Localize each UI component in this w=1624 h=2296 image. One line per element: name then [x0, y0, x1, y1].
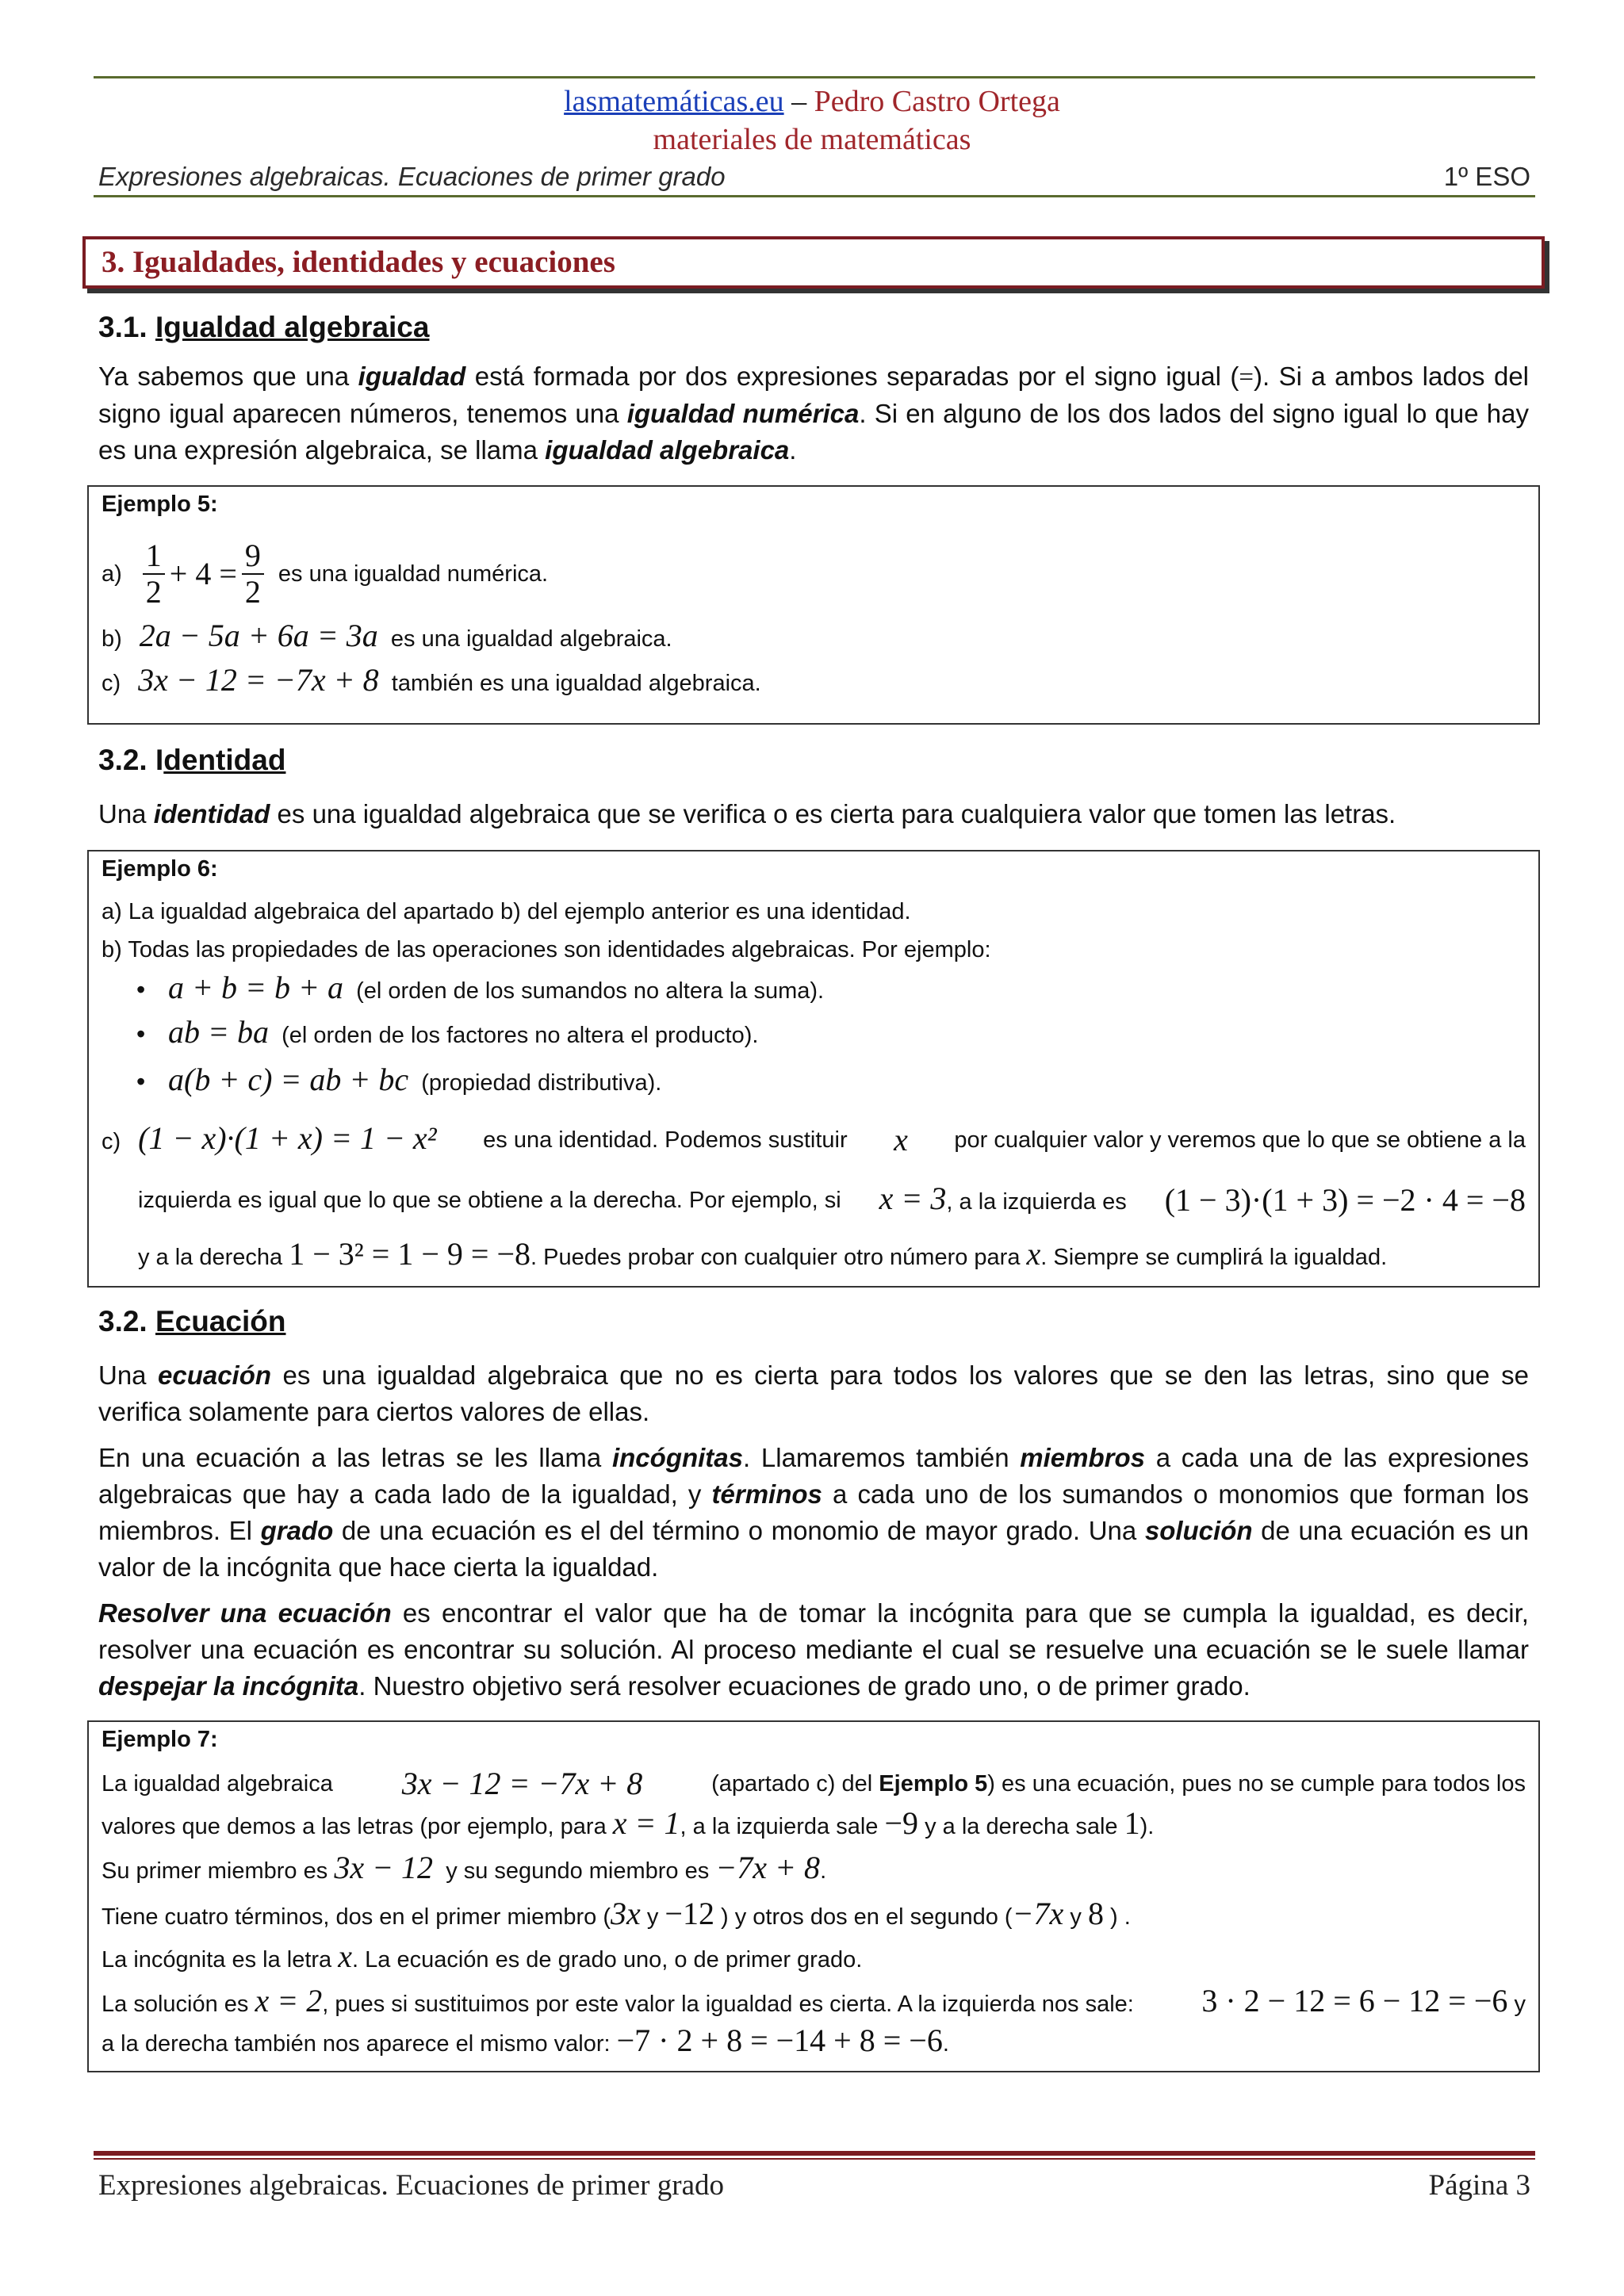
paragraph-ecuacion-1: [98, 1357, 1529, 1430]
heading-3-1-title: Igualdad algebraica: [155, 311, 430, 343]
term-grado: grado: [260, 1516, 334, 1545]
item-text: izquierda es igual que lo que se obtiene a la derecha. Por ejemplo, si: [138, 1188, 841, 1213]
example-5-item-c: [102, 664, 761, 699]
text: a cada una de las expresiones algebraicas que hay a cada lado de la igualdad, y: [98, 1443, 1530, 1509]
header-bottom-rule: [94, 195, 1535, 197]
text: . Nuestro objetivo será resolver ecuaciones de grado uno, o de primer grado.: [358, 1671, 1251, 1701]
heading-num: 3.2.: [98, 744, 155, 776]
bullet-icon: •: [136, 1020, 146, 1048]
text: y: [1070, 1904, 1082, 1930]
math-expression: 3x − 12: [334, 1850, 434, 1885]
math-expression: ab = ba: [168, 1014, 269, 1050]
item-text: también es una igualdad algebraica.: [391, 671, 761, 696]
math-expression: x = 3: [879, 1181, 947, 1216]
example-7-line-2: [102, 1805, 1155, 1843]
example-6-bullet-1: [136, 972, 824, 1007]
paragraph-ecuacion-3: [98, 1595, 1529, 1705]
item-text: (el orden de los sumandos no altera la suma).: [356, 978, 825, 1004]
text: .: [942, 2031, 949, 2057]
fraction-1-2: [143, 538, 165, 610]
term-resolver-ecuacion: Resolver una ecuación: [98, 1598, 392, 1628]
heading-title: dentidad: [163, 744, 286, 776]
example-5-box: [87, 485, 1540, 725]
text: ).: [1139, 1814, 1155, 1839]
text: La igualdad algebraica: [102, 1771, 333, 1797]
text: es una igualdad algebraica que se verifica o es cierta para cualquiera valor que tomen las letras.: [270, 799, 1396, 828]
term-solucion: solución: [1144, 1516, 1253, 1545]
example-7-line-1: [102, 1768, 1526, 1800]
term-miembros: miembros: [1020, 1443, 1145, 1472]
text: es encontrar el valor que ha de tomar la incógnita para que se cumpla la igualdad, es decir, resolver una ecuación es encontrar su solución. Al proceso mediante el cual se resuelve una ecuación se le suele llamar: [98, 1598, 1529, 1664]
example-6-item-b: b) Todas las propiedades de las operaciones son identidades algebraicas. Por ejemplo:: [102, 937, 991, 962]
text: La solución es: [102, 1992, 249, 2017]
text: . Si en alguno de los dos lados del signo igual lo que hay es una expresión algebraica, se llama: [98, 399, 1530, 465]
text: , pues si sustituimos por este valor la igualdad es cierta. A la izquierda nos sale:: [322, 1992, 1134, 2017]
text: ) y otros dos en el segundo (: [721, 1904, 1013, 1930]
text: y a la derecha sale: [925, 1814, 1118, 1839]
text: a la derecha también nos aparece el mismo valor:: [102, 2031, 611, 2057]
text: .: [820, 1858, 827, 1884]
example-5-item-b: [102, 620, 672, 655]
example-5-item-a: [102, 534, 548, 614]
header-dash: –: [783, 85, 814, 118]
math-expression: −7 · 2 + 8 = −14 + 8 = −6: [616, 2022, 943, 2058]
math-expression: + 4 =: [169, 556, 237, 591]
bullet-icon: •: [136, 1067, 146, 1096]
example-7-title: Ejemplo 7:: [102, 1727, 218, 1752]
text: a cada uno de los sumandos o monomios que forman los miembros. El: [98, 1479, 1529, 1545]
text: En una ecuación a las letras se les llama: [98, 1443, 612, 1472]
math-expression: 3x − 12 = −7x + 8: [138, 662, 379, 698]
example-6-item-c-line2: [138, 1183, 1526, 1218]
term-incognitas: incógnitas: [611, 1443, 744, 1472]
example-7-line-3: [102, 1852, 826, 1887]
text: , a la izquierda sale: [680, 1814, 879, 1839]
paragraph-ecuacion-2: [98, 1440, 1529, 1586]
header-top-rule: [94, 76, 1535, 78]
term-terminos: términos: [711, 1479, 822, 1509]
math-expression: x = 2: [255, 1983, 323, 2019]
text: Ya sabemos que una: [98, 362, 358, 391]
item-text: es una igualdad numérica.: [278, 561, 549, 587]
heading-title-first: I: [155, 744, 164, 776]
denominator: 2: [244, 574, 261, 610]
text: es una igualdad algebraica que no es cierta para todos los valores que se den las letras, sino que se verifica solamente para ciertos valores de ellas.: [98, 1360, 1529, 1426]
example-reference: Ejemplo 5: [879, 1771, 988, 1797]
paragraph-3-1: [98, 358, 1529, 469]
item-text: (el orden de los factores no altera el producto).: [282, 1023, 759, 1048]
term-igualdad-numerica: igualdad numérica: [626, 399, 860, 428]
footer-rule-thick: [94, 2151, 1535, 2156]
numerator: 1: [143, 538, 165, 575]
text: ). Si a ambos lados del signo igual aparecen números, tenemos una: [98, 362, 1530, 428]
example-6-bullet-2: [136, 1016, 758, 1051]
example-6-title: Ejemplo 6:: [102, 856, 218, 882]
text: (apartado c) del: [711, 1771, 873, 1797]
item-c-start: [102, 1120, 437, 1158]
text: está formada por dos expresiones separadas por el signo igual (: [465, 362, 1239, 391]
heading-3-2-ecuacion: [98, 1305, 286, 1338]
math-expression: 1: [1124, 1805, 1140, 1841]
item-label: c): [102, 671, 121, 696]
footer-page-number: Página 3: [1428, 2169, 1530, 2202]
text: y su segundo miembro es: [446, 1858, 710, 1884]
math-expression: −7x + 8: [715, 1850, 821, 1885]
term-identidad: identidad: [153, 799, 270, 828]
fraction-9-2: [242, 538, 264, 610]
example-7-line-7: [102, 2022, 949, 2060]
math-expression: 2a − 5a + 6a = 3a: [139, 618, 378, 653]
item-text: , a la izquierda es: [946, 1189, 1127, 1215]
math-variable: x: [338, 1938, 353, 1974]
math-expression: 1 − 3² = 1 − 9 = −8: [289, 1236, 531, 1272]
term-igualdad-algebraica: igualdad algebraica: [545, 435, 790, 465]
site-link[interactable]: lasmatemáticas.eu: [564, 85, 784, 118]
math-expression: (1 − x)·(1 + x) = 1 − x²: [138, 1120, 437, 1156]
math-expression: −7x: [1012, 1896, 1064, 1931]
text: La incógnita es la letra: [102, 1947, 332, 1973]
example-7-line-4: [102, 1898, 1131, 1933]
math-variable: x: [894, 1122, 908, 1158]
heading-3-1-num: 3.1.: [98, 311, 155, 343]
item-text: y a la derecha: [138, 1245, 283, 1270]
bullet-icon: •: [136, 975, 146, 1004]
text: . Llamaremos también: [743, 1443, 1021, 1472]
example-7-line-6: [102, 1985, 1526, 2020]
heading-3-1: [98, 311, 429, 344]
math-expression: −9: [884, 1805, 919, 1841]
item-text: . Puedes probar con cualquier otro número para: [530, 1245, 1021, 1270]
text: y: [646, 1904, 659, 1930]
item-text: . Siempre se cumplirá la igualdad.: [1040, 1245, 1388, 1270]
example-6-bullet-3: [136, 1064, 661, 1099]
header-level: 1º ESO: [1443, 162, 1530, 191]
text: Su primer miembro es: [102, 1858, 328, 1884]
math-expression: −12: [665, 1896, 714, 1931]
text: . La ecuación es de grado uno, o de primer grado.: [352, 1947, 863, 1973]
section-title-box: [82, 236, 1545, 289]
author-name: Pedro Castro Ortega: [814, 85, 1060, 118]
math-expression: (1 − 3)·(1 + 3) = −2 · 4 = −8: [1164, 1182, 1526, 1218]
item-text: es una identidad. Podemos sustituir: [483, 1127, 848, 1153]
math-expression: 3x − 12 = −7x + 8: [401, 1766, 643, 1801]
heading-title: Ecuación: [155, 1305, 286, 1337]
example-7-line-5: [102, 1938, 863, 1976]
item-text: es una igualdad algebraica.: [390, 626, 672, 652]
text: Una: [98, 1360, 158, 1390]
text: ) es una ecuación, pues no se cumple para todos los: [987, 1771, 1526, 1797]
paragraph-identidad: [98, 796, 1529, 832]
header-course-title: Expresiones algebraicas. Ecuaciones de primer grado: [98, 162, 726, 191]
denominator: 2: [145, 574, 162, 610]
example-6-item-c-line1: [102, 1120, 1526, 1158]
text: .: [789, 435, 797, 465]
item-text: por cualquier valor y veremos que lo que se obtiene a la: [954, 1127, 1526, 1153]
text: Tiene cuatro términos, dos en el primer miembro (: [102, 1904, 611, 1930]
item-label: b): [102, 626, 122, 652]
header-site-line: [0, 84, 1624, 119]
footer-rule-thin: [94, 2158, 1535, 2160]
heading-3-2-identidad: [98, 744, 285, 777]
math-expression: 3x: [611, 1896, 641, 1931]
math-expression: x = 1: [612, 1805, 680, 1841]
item-label: a): [102, 561, 122, 587]
example-6-item-c-line3: [138, 1238, 1387, 1273]
math-variable: x: [1026, 1236, 1041, 1272]
text: valores que demos a las letras (por ejemplo, para: [102, 1814, 607, 1839]
heading-num: 3.2.: [98, 1305, 155, 1337]
item-text: (propiedad distributiva).: [421, 1070, 662, 1096]
text: Una: [98, 799, 154, 828]
example-6-item-a: a) La igualdad algebraica del apartado b) del ejemplo anterior es una identidad.: [102, 899, 911, 924]
item-label: c): [102, 1129, 121, 1154]
math-expression: 3 · 2 − 12 = 6 − 12 = −6: [1201, 1983, 1508, 2019]
term-igualdad: igualdad: [358, 362, 466, 391]
example-5-title: Ejemplo 5:: [102, 492, 218, 517]
numerator: 9: [242, 538, 264, 575]
equal-sign: =: [1239, 363, 1254, 392]
text: de una ecuación es el del término o monomio de mayor grado. Una: [333, 1516, 1145, 1545]
header-subtitle: materiales de matemáticas: [653, 123, 971, 156]
term-despejar: despejar la incógnita: [98, 1671, 359, 1701]
section-title: 3. Igualdades, identidades y ecuaciones: [102, 245, 615, 279]
footer-title: Expresiones algebraicas. Ecuaciones de primer grado: [98, 2169, 724, 2202]
term-ecuacion: ecuación: [157, 1360, 272, 1390]
example-6-box: [87, 850, 1540, 1288]
math-expression: a + b = b + a: [168, 970, 343, 1005]
text: de una ecuación es un valor de la incógnita que hace cierta la igualdad.: [98, 1516, 1529, 1582]
math-expression: a(b + c) = ab + bc: [168, 1062, 409, 1097]
text: y: [1514, 1992, 1526, 2017]
example-7-box: [87, 1720, 1540, 2072]
math-expression: 8: [1087, 1896, 1104, 1931]
text: ) .: [1110, 1904, 1131, 1930]
